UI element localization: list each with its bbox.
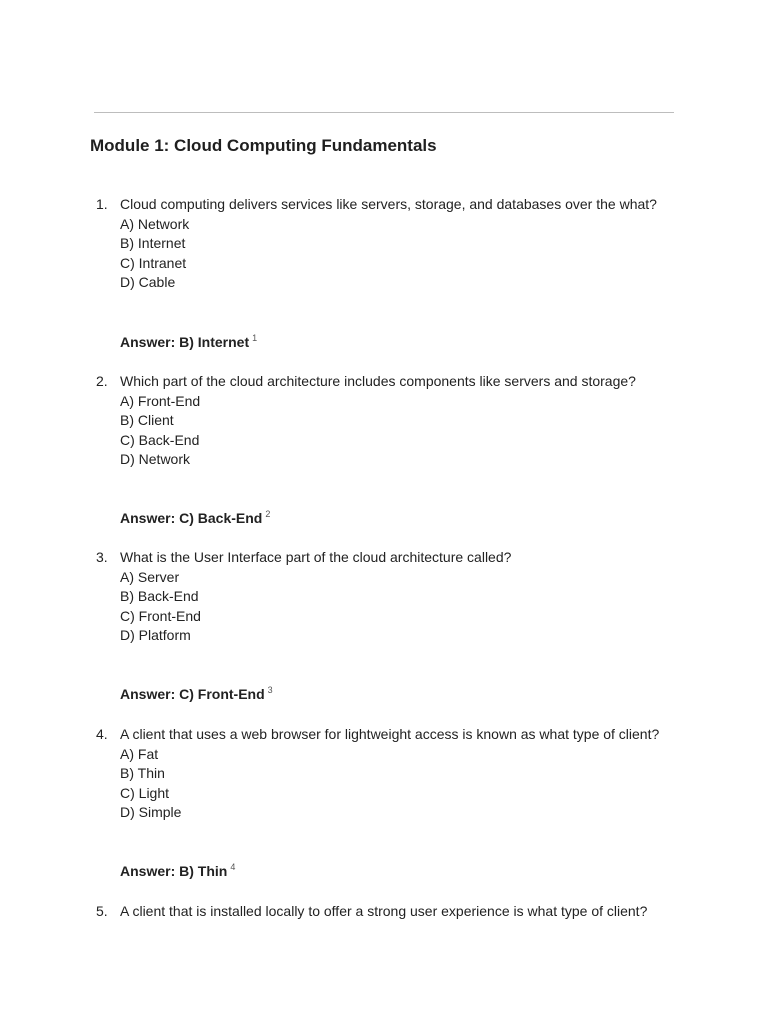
footnote-marker[interactable]: 4 (230, 862, 236, 872)
question-4 (96, 725, 696, 823)
question-number: 4. (96, 726, 108, 742)
option-a: A) Server (120, 568, 180, 585)
answer-text: Answer: B) Internet (120, 334, 250, 350)
option-c: C) Front-End (120, 607, 201, 624)
page-title: Module 1: Cloud Computing Fundamentals (90, 136, 437, 155)
question-text: Cloud computing delivers services like servers, storage, and databases over the what? (120, 196, 657, 212)
footnote-marker[interactable]: 3 (267, 685, 273, 695)
option-d: D) Platform (120, 627, 191, 643)
option-b: B) Client (120, 412, 174, 428)
option-b: B) Thin (120, 765, 165, 781)
question-text: What is the User Interface part of the cloud architecture called? (120, 549, 512, 565)
answer-text: Answer: C) Back-End (120, 510, 263, 526)
question-number: 5. (96, 903, 108, 919)
answer-text: Answer: C) Front-End (120, 686, 265, 702)
option-a: A) Front-End (120, 392, 201, 409)
answer-2 (120, 509, 270, 526)
question-number: 3. (96, 549, 108, 565)
answer-1 (120, 333, 257, 350)
footnote-marker[interactable]: 2 (265, 509, 271, 519)
option-d: D) Network (120, 451, 191, 467)
question-1 (96, 195, 696, 293)
option-d: D) Simple (120, 804, 182, 820)
option-b: B) Back-End (120, 588, 199, 604)
question-5 (96, 902, 696, 922)
question-text: Which part of the cloud architecture includes components like servers and storage? (120, 373, 636, 389)
option-c: C) Intranet (120, 254, 187, 271)
option-c: C) Light (120, 784, 170, 801)
question-number: 2. (96, 373, 108, 389)
answer-4 (120, 862, 235, 879)
answer-text: Answer: B) Thin (120, 863, 228, 879)
footnote-marker[interactable]: 1 (252, 333, 258, 343)
question-number: 1. (96, 196, 108, 212)
question-text: A client that is installed locally to offer a strong user experience is what type of client? (120, 903, 648, 919)
question-2 (96, 372, 696, 470)
option-b: B) Internet (120, 235, 186, 251)
question-3 (96, 548, 696, 646)
option-c: C) Back-End (120, 431, 200, 448)
option-a: A) Network (120, 215, 190, 232)
option-a: A) Fat (120, 745, 159, 762)
answer-3 (120, 685, 273, 702)
option-d: D) Cable (120, 274, 176, 290)
horizontal-rule (94, 112, 674, 113)
question-text: A client that uses a web browser for lightweight access is known as what type of client? (120, 726, 660, 742)
